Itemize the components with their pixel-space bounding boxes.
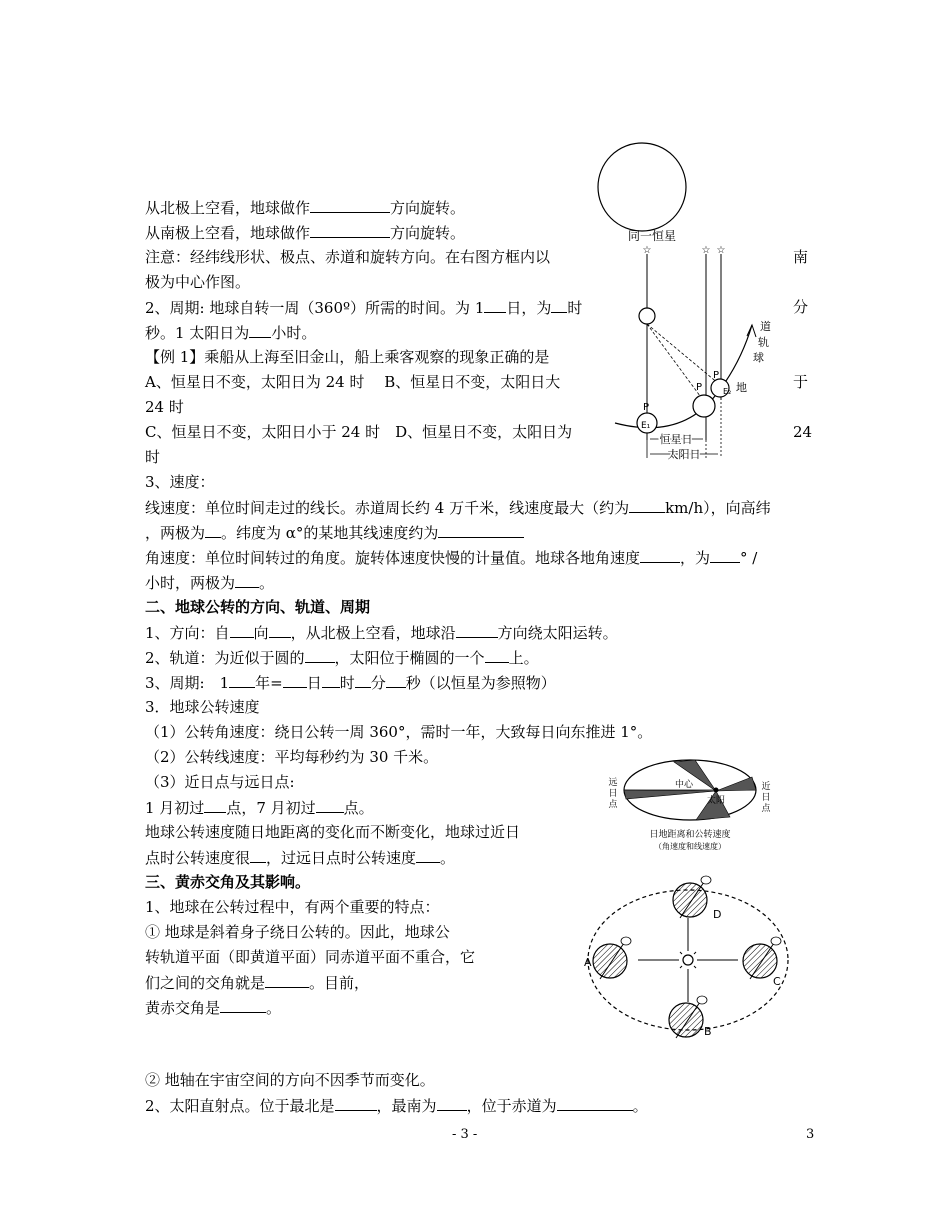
seasons-diagram	[580, 870, 800, 1042]
blank	[204, 797, 226, 813]
text: 方向旋转。	[390, 224, 466, 242]
text-line	[145, 222, 465, 243]
text-line	[145, 572, 274, 593]
text: 。纬度为 α°的某地其线速度约为	[221, 524, 439, 542]
text-line	[145, 297, 582, 318]
text-line	[145, 497, 771, 518]
near-label: 近	[761, 782, 771, 792]
blank	[305, 647, 335, 663]
text-line	[145, 647, 539, 668]
sun-ray	[647, 324, 703, 400]
blank	[437, 1095, 467, 1111]
text-line	[145, 622, 618, 643]
orbit-label: 道	[760, 320, 771, 333]
text-line: 1、地球在公转过程中，有两个重要的特点：	[145, 898, 440, 916]
section-heading: 三、黄赤交角及其影响。	[145, 873, 311, 891]
orbit-curve	[615, 325, 752, 428]
far-label: 日	[608, 789, 618, 799]
blank	[250, 847, 266, 863]
section-heading: 二、地球公转的方向、轨道、周期	[145, 598, 371, 616]
blank	[229, 672, 255, 688]
text-line: 于	[793, 373, 809, 391]
page-number-center: - 3 -	[452, 1127, 478, 1142]
text: km/h），向高纬	[665, 499, 771, 517]
sidereal-day-label: 恒星日	[659, 433, 693, 446]
blank	[710, 547, 740, 563]
text: 们之间的交角就是	[145, 974, 266, 992]
sun-circle	[639, 308, 655, 324]
near-label: 日	[761, 793, 771, 803]
perihelion-aphelion-diagram	[604, 755, 784, 855]
blank	[230, 622, 254, 638]
earth-position	[693, 395, 715, 417]
text: 上。	[508, 649, 539, 667]
blank	[557, 1095, 633, 1111]
blank	[355, 672, 371, 688]
orbit-label: 轨	[758, 336, 769, 349]
text-line: 24	[793, 423, 813, 441]
text-line	[145, 1095, 648, 1116]
blank	[235, 572, 259, 588]
sun-icon	[683, 955, 693, 965]
text: 2、轨道：为近似于圆的	[145, 649, 305, 667]
blank	[249, 322, 271, 338]
blank	[484, 297, 506, 313]
sun-label: 太阳	[706, 796, 726, 806]
text: 小时。	[271, 324, 317, 342]
blank	[322, 672, 340, 688]
blank	[335, 1095, 377, 1111]
blank	[310, 222, 390, 238]
text: 黄赤交角是	[145, 999, 221, 1017]
far-label: 点	[608, 800, 618, 810]
text: ° /	[740, 549, 758, 567]
label-d: D	[713, 908, 722, 921]
star-icon: ☆	[642, 245, 652, 256]
text-line	[145, 797, 374, 818]
blank	[456, 622, 498, 638]
text-line: 转轨道平面（即黄道平面）同赤道平面不重合，它	[145, 948, 476, 966]
blank	[551, 297, 567, 313]
earth-d	[673, 876, 711, 918]
blank	[316, 797, 344, 813]
center-label: 中心	[674, 780, 694, 790]
sector-shaded	[716, 777, 756, 791]
text: 日	[306, 674, 322, 692]
sector-shaded	[624, 790, 716, 799]
blank	[386, 672, 406, 688]
blank	[310, 197, 390, 213]
text-line: 24 时	[145, 398, 184, 416]
earth-c	[743, 937, 781, 979]
p-label: P	[696, 382, 703, 393]
e2-label: E₂	[723, 387, 732, 396]
text-line: C、恒星日不变，太阳日小于 24 时 D、恒星日不变，太阳日为	[145, 423, 573, 441]
text: 。	[259, 574, 275, 592]
text: ，过远日点时公转速度	[266, 849, 417, 867]
text-line: （2）公转线速度：平均每秒约为 30 千米。	[145, 748, 439, 766]
orbit-label: 球	[753, 351, 764, 364]
text: 点，7 月初过	[226, 799, 316, 817]
text: ，为	[680, 549, 711, 567]
text: ，位于赤道为	[466, 1097, 557, 1115]
text-line: ① 地球是斜着身子绕日公转的。因此，地球公	[145, 923, 450, 941]
text-line: 分	[793, 298, 809, 316]
label-c: C	[773, 975, 781, 988]
blank	[640, 547, 680, 563]
blank	[485, 647, 509, 663]
text-line: A、恒星日不变，太阳日为 24 时 B、恒星日不变，太阳日大	[145, 373, 561, 391]
earth-b	[669, 996, 707, 1038]
blank	[416, 847, 440, 863]
text: ，最南为	[376, 1097, 437, 1115]
sidereal-day-diagram	[590, 140, 780, 470]
text-line	[145, 547, 757, 568]
blank	[629, 497, 665, 513]
page-number-right: 3	[806, 1127, 815, 1142]
text-line: 极为中心作图。	[145, 273, 251, 291]
p-label: P	[713, 370, 720, 381]
caption: （角速度和线速度）	[654, 842, 726, 851]
text-line: 注意：经纬线形状、极点、赤道和旋转方向。在右图方框内以	[145, 248, 551, 266]
text-line	[145, 847, 455, 868]
text: 。	[632, 1097, 648, 1115]
text-line	[145, 197, 465, 218]
text: 2、太阳直射点。位于最北是	[145, 1097, 335, 1115]
text: 3、周期: 1	[145, 674, 230, 692]
text: 线速度：单位时间走过的线长。赤道周长约 4 万千米，线速度最大（约为	[145, 499, 630, 517]
text-line: 南	[793, 248, 809, 266]
text: 日，为	[506, 299, 552, 317]
text: 秒。1 太阳日为	[145, 324, 250, 342]
text: 2、周期: 地球自转一周（360º）所需的时间。为 1	[145, 299, 485, 317]
text-line: （3）近日点与远日点:	[145, 773, 295, 791]
text-line: 【例 1】乘船从上海至旧金山，船上乘客观察的现象正确的是	[145, 348, 550, 366]
blank	[269, 622, 291, 638]
text: ，太阳位于椭圆的一个	[334, 649, 485, 667]
text-line: 时	[145, 448, 161, 466]
text: 1、方向：自	[145, 624, 230, 642]
blank	[220, 997, 266, 1013]
text: 。	[440, 849, 456, 867]
text: 小时，两极为	[145, 574, 236, 592]
star-label: 同一恒星	[627, 229, 677, 243]
text: 年=	[255, 674, 283, 692]
solar-day-label: 太阳日	[667, 448, 701, 461]
text: 方向绕太阳运转。	[497, 624, 618, 642]
text-line	[145, 997, 281, 1018]
sun-dot	[714, 788, 719, 793]
sun-ray	[647, 324, 719, 384]
text: ，从北极上空看，地球沿	[290, 624, 456, 642]
text-line	[145, 672, 556, 693]
blank	[205, 522, 221, 538]
text-line	[145, 322, 316, 343]
text: 时	[567, 299, 583, 317]
caption: 日地距离和公转速度	[649, 830, 731, 840]
orbit-label: 地	[736, 381, 747, 394]
text: 分	[370, 674, 386, 692]
text: 方向旋转。	[390, 199, 466, 217]
label-a: A	[584, 956, 592, 969]
text: 。目前，	[309, 974, 370, 992]
text-line	[145, 522, 524, 543]
drawing-circle	[598, 143, 686, 231]
far-label: 远	[608, 778, 618, 788]
text-line: 地球公转速度随日地距离的变化而不断变化，地球过近日	[145, 823, 521, 841]
text: 。	[266, 999, 282, 1017]
blank	[283, 672, 307, 688]
label-b: B	[704, 1025, 712, 1038]
text-line	[145, 972, 369, 993]
text-line: ② 地轴在宇宙空间的方向不因季节而变化。	[145, 1071, 435, 1089]
blank	[438, 522, 524, 538]
text-line: （1）公转角速度：绕日公转一周 360°，需时一年，大致每日向东推进 1°。	[145, 723, 653, 741]
star-icon: ☆	[701, 245, 711, 256]
text: 从南极上空看，地球做作	[145, 224, 311, 242]
text: 秒（以恒星为参照物）	[405, 674, 556, 692]
text: 时	[339, 674, 355, 692]
text: 点。	[343, 799, 374, 817]
text: 从北极上空看，地球做作	[145, 199, 311, 217]
blank	[265, 972, 309, 988]
text-line: 3．地球公转速度	[145, 698, 260, 716]
near-label: 点	[761, 804, 771, 814]
text: 1 月初过	[145, 799, 205, 817]
earth-a	[593, 937, 631, 979]
text: 向	[253, 624, 269, 642]
text-line: 3、速度：	[145, 473, 215, 491]
text: ，两极为	[145, 524, 206, 542]
p-label: P	[643, 402, 650, 413]
text: 点时公转速度很	[145, 849, 251, 867]
star-icon: ☆	[716, 245, 726, 256]
e1-label: E₁	[641, 421, 651, 431]
text: 角速度：单位时间转过的角度。旋转体速度快慢的计量值。地球各地角速度	[145, 549, 641, 567]
